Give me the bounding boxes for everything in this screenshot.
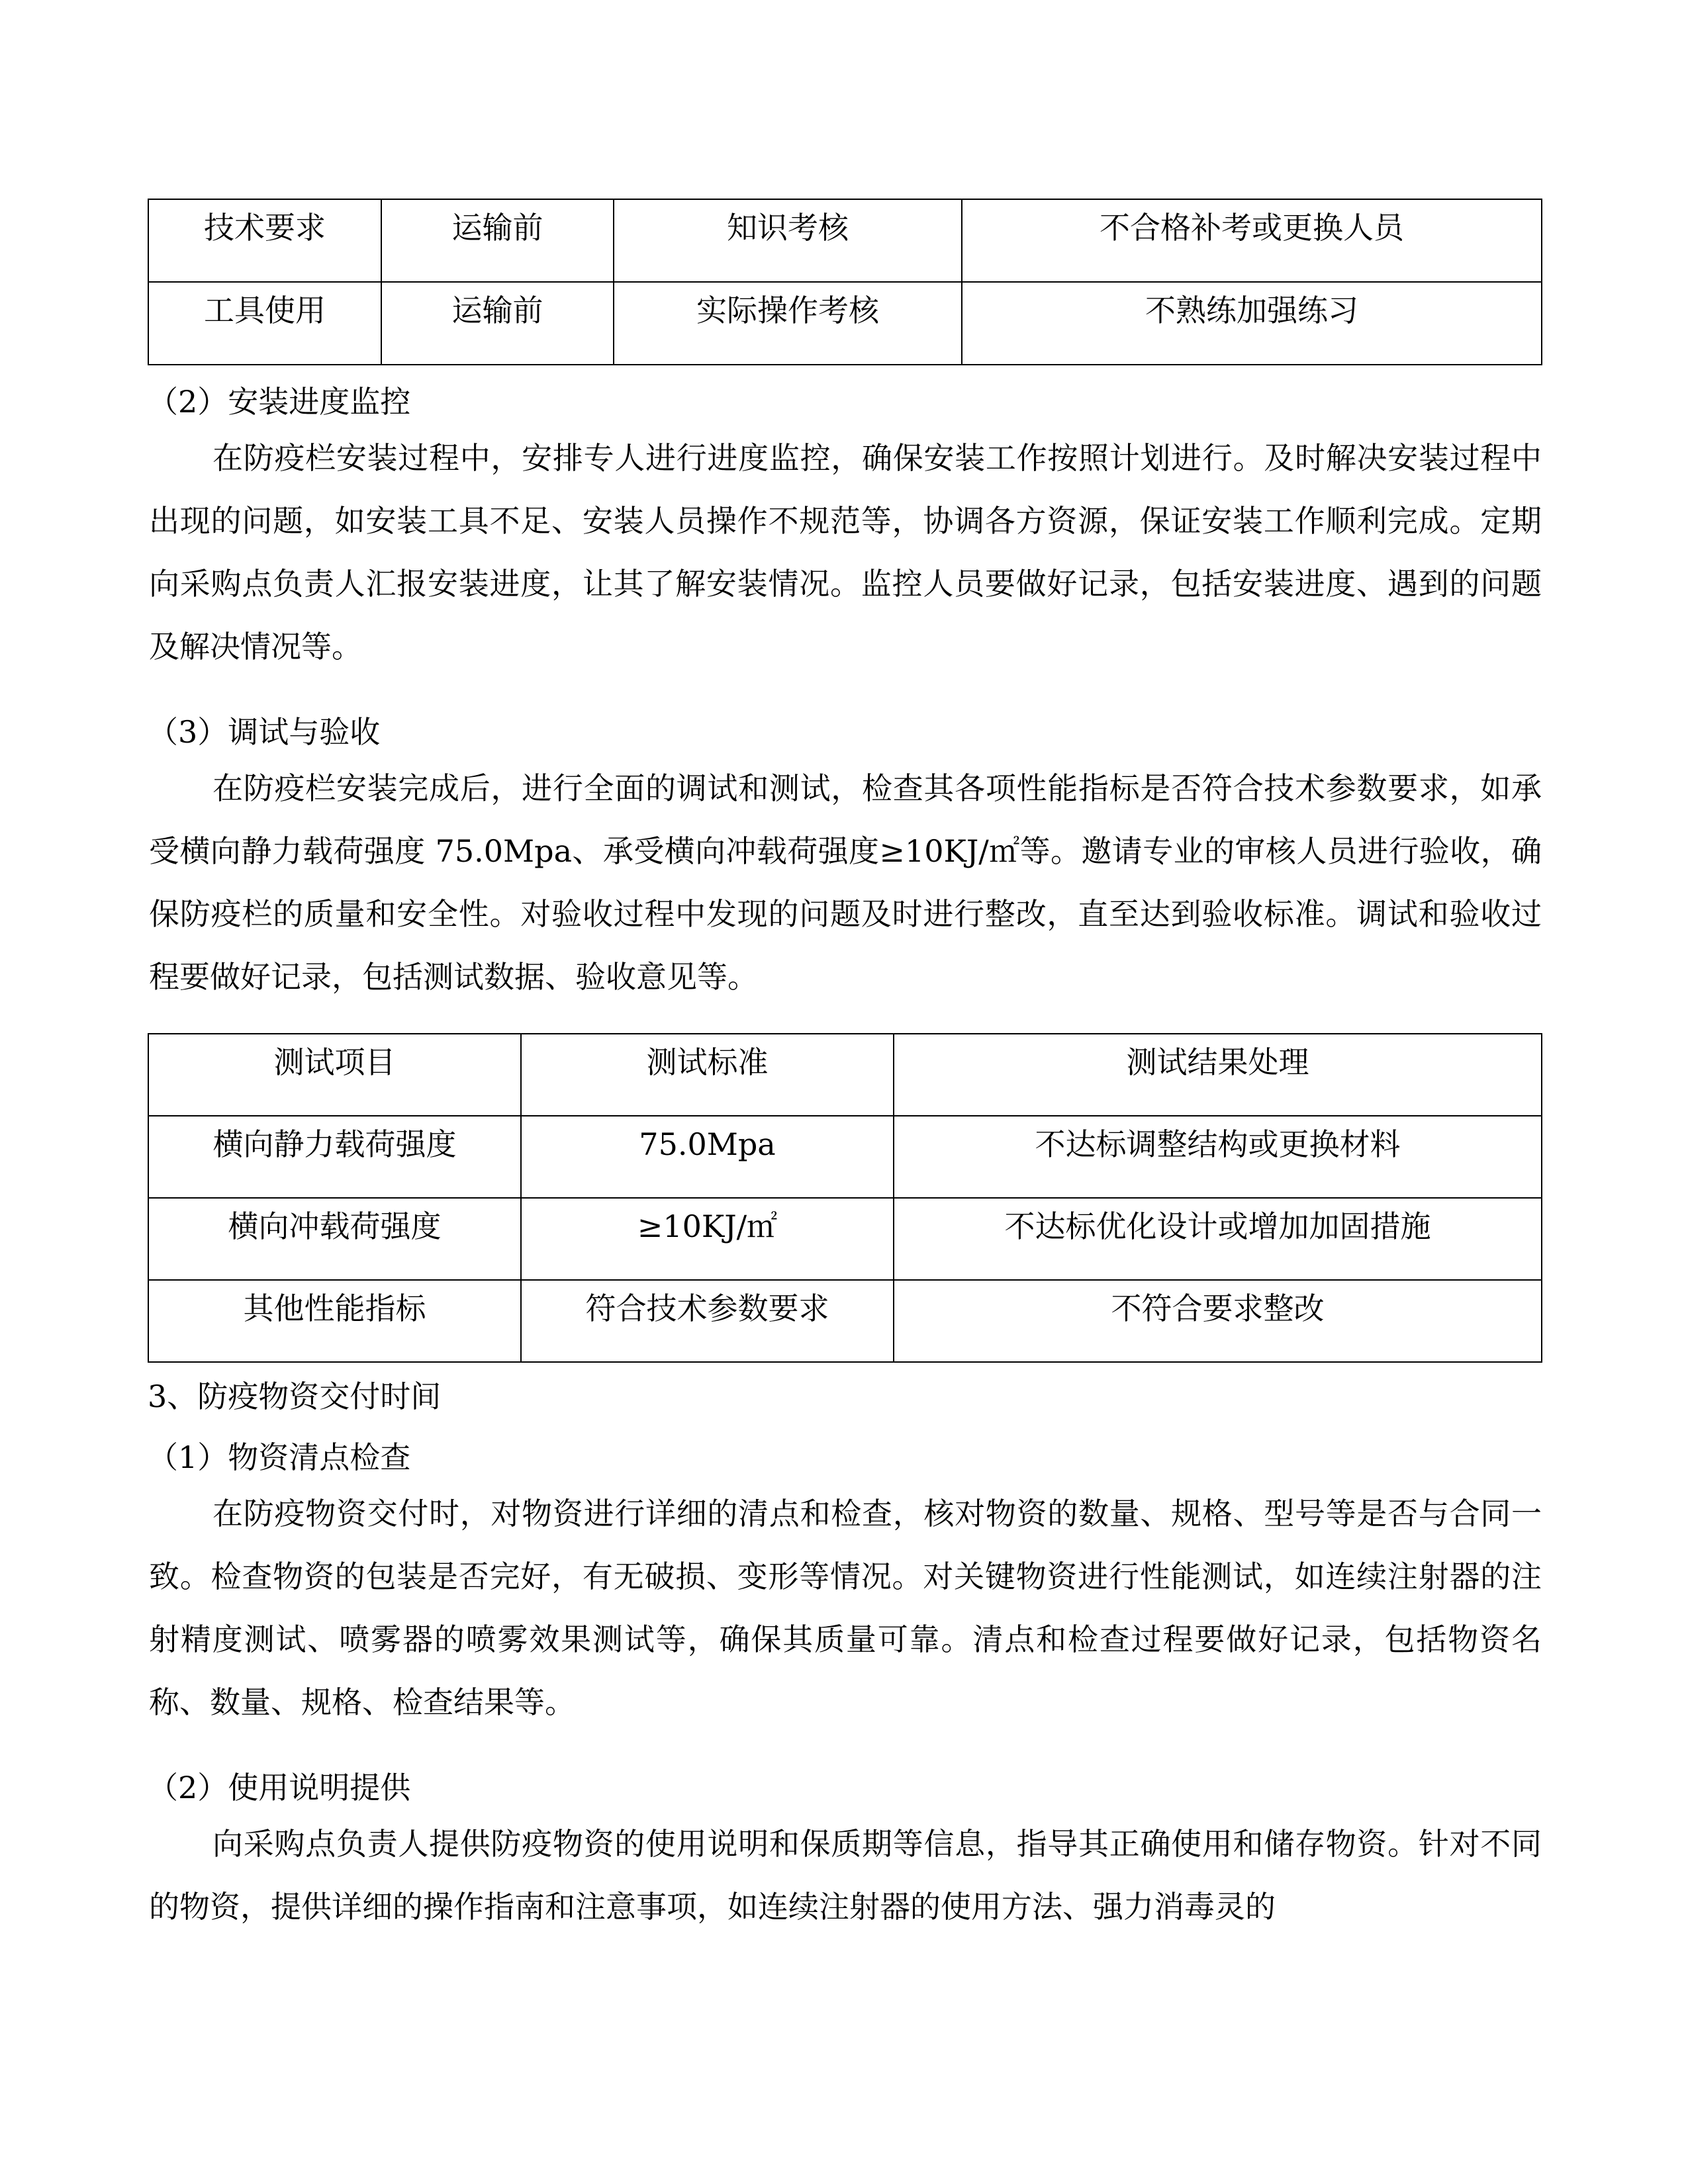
table-cell: 符合技术参数要求 [521,1280,894,1362]
table-header-row [148,1034,1542,1116]
table-cell: 工具使用 [148,282,381,365]
table-cell: 运输前 [381,282,614,365]
table-cell: ≥10KJ/㎡ [521,1198,894,1280]
table-row [148,1116,1542,1198]
table-cell: 不熟练加强练习 [962,282,1542,365]
table-row [148,199,1542,282]
training-assessment-table [148,199,1542,365]
table-cell: 75.0Mpa [521,1116,894,1198]
paragraph-install-monitor: 在防疫栏安装过程中，安排专人进行进度监控，确保安装工作按照计划进行。及时解决安装过程中出现的问题，如安装工具不足、安装人员操作不规范等，协调各方资源，保证安装工作顺利完成。定期向采购点负责人汇报安装进度，让其了解安装情况。监控人员要做好记录，包括安装进度、遇到的问题及解决情况等。 [149,440,1542,664]
table-cell: 运输前 [381,199,614,282]
table-header-cell: 测试结果处理 [894,1034,1542,1116]
table-cell: 技术要求 [148,199,381,282]
table-header-cell: 测试项目 [148,1034,521,1116]
table-row [148,1198,1542,1280]
table-cell: 不达标优化设计或增加加固措施 [894,1198,1542,1280]
section-heading-debug-accept: （3）调试与验收 [148,714,381,750]
table-cell: 实际操作考核 [614,282,962,365]
section-heading-delivery-time: 3、防疫物资交付时间 [148,1379,442,1414]
table-row [148,1280,1542,1362]
section-heading-install-monitor: （2）安装进度监控 [148,384,411,420]
paragraph-inventory: 在防疫物资交付时，对物资进行详细的清点和检查，核对物资的数量、规格、型号等是否与合同一致。检查物资的包装是否完好，有无破损、变形等情况。对关键物资进行性能测试，如连续注射器的注射精度测试、喷雾器的喷雾效果测试等，确保其质量可靠。清点和检查过程要做好记录，包括物资名称、数量、规格、检查结果等。 [149,1496,1542,1720]
paragraph-debug-accept: 在防疫栏安装完成后，进行全面的调试和测试，检查其各项性能指标是否符合技术参数要求，如承受横向静力载荷强度 75.0Mpa、承受横向冲载荷强度≥10KJ/㎡等。邀请专业的审核人员进行验收，确保防疫栏的质量和安全性。对验收过程中发现的问题及时进行整改，直至达到验收标准。调试和验收过程要做好记录，包括测试数据、验收意见等。 [149,770,1542,995]
table-cell: 不达标调整结构或更换材料 [894,1116,1542,1198]
paragraph-instructions: 向采购点负责人提供防疫物资的使用说明和保质期等信息，指导其正确使用和储存物资。针对不同的物资，提供详细的操作指南和注意事项，如连续注射器的使用方法、强力消毒灵的 [149,1826,1542,1925]
test-items-table [148,1033,1542,1363]
table-cell: 其他性能指标 [148,1280,521,1362]
table-cell: 不合格补考或更换人员 [962,199,1542,282]
table-cell: 横向冲载荷强度 [148,1198,521,1280]
table-cell: 不符合要求整改 [894,1280,1542,1362]
table-cell: 横向静力载荷强度 [148,1116,521,1198]
section-heading-instructions: （2）使用说明提供 [148,1770,411,1805]
table-header-cell: 测试标准 [521,1034,894,1116]
section-heading-inventory: （1）物资清点检查 [148,1439,411,1475]
table-row [148,282,1542,365]
table-cell: 知识考核 [614,199,962,282]
